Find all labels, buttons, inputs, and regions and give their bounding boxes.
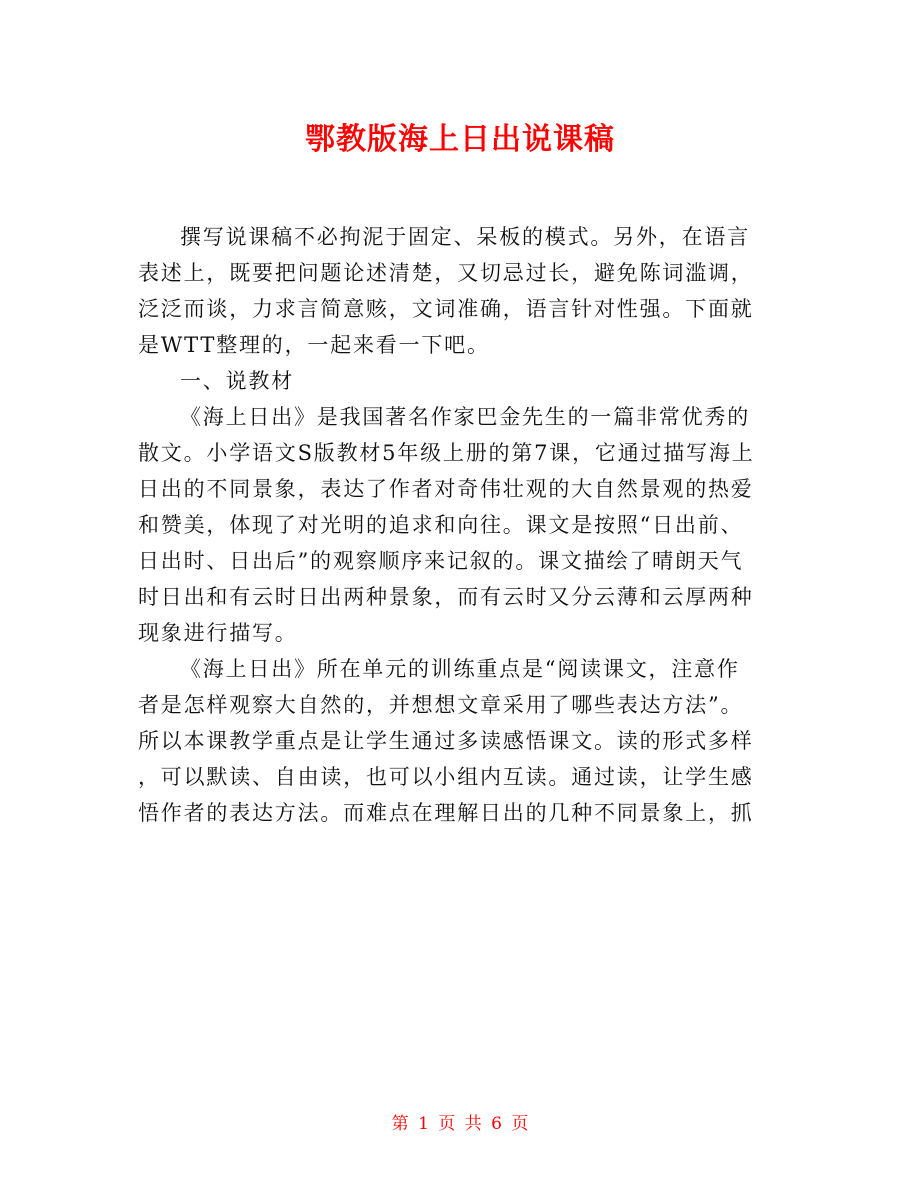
document-body: [138, 219, 783, 831]
intro-paragraph: 撰写说课稿不必拘泥于固定、呆板的模式。另外，在语言 表述上，既要把问题论述清楚，又切忌过长，避免陈词滥调， 泛泛而谈，力求言简意赅，文词准确，语言针对性强。下面就 是WTT整理的，一起来看一下吧。: [138, 225, 754, 357]
teaching-focus-paragraph: 《海上日出》所在单元的训练重点是“阅读课文，注意作 者是怎样观察大自然的，并想想文章采用了哪些表达方法”。 所以本课教学重点是让学生通过多读感悟课文。读的形式多样 ，可以默读、自由读，也可以小组内互读。通过读，让学生感 悟作者的表达方法。而难点在理解日出的几种不同景象上，抓: [138, 657, 754, 825]
document-title: 鄂教版海上日出说课稿: [305, 122, 615, 157]
textbook-paragraph: 《海上日出》是我国著名作家巴金先生的一篇非常优秀的 散文。小学语文S版教材5年级上册的第7课，它通过描写海上 日出的不同景象，表达了作者对奇伟壮观的大自然景观的热爱 和赞美，体现了对光明的追求和向往。课文是按照“日出前、 日出时、日出后”的观察顺序来记叙的。课文描绘了晴朗天气 时日出和有云时日出两种景象，而有云时又分云薄和云厚两种 现象进行描写。: [138, 405, 755, 645]
section-heading: 一、说教材: [180, 369, 294, 393]
page-footer: 第 1 页 共 6 页: [391, 1114, 529, 1134]
